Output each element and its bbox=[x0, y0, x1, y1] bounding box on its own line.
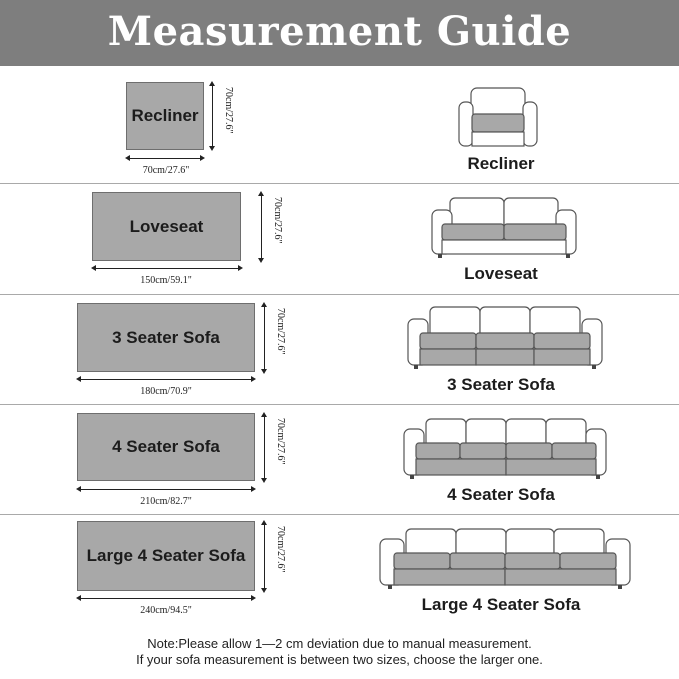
height-dimension-label: 70cm/27.6" bbox=[275, 526, 286, 573]
height-dimension-label: 70cm/27.6" bbox=[275, 308, 286, 355]
width-dimension-label: 180cm/70.9" bbox=[140, 386, 192, 397]
loveseat-illustration bbox=[428, 196, 580, 260]
width-dimension-label: 70cm/27.6" bbox=[142, 165, 190, 176]
seat-box-label: Large 4 Seater Sofa bbox=[86, 546, 246, 565]
seat-box-loveseat bbox=[92, 192, 241, 261]
sofa-name-3-seater-sofa: 3 Seater Sofa bbox=[447, 375, 555, 394]
sofa-name-recliner: Recliner bbox=[467, 154, 535, 173]
height-dimension-label: 70cm/27.6" bbox=[223, 87, 234, 134]
row-loveseat bbox=[0, 184, 679, 294]
height-dimension-arrow bbox=[264, 523, 265, 590]
seat-box-recliner bbox=[126, 82, 204, 150]
4-seater-sofa-illustration bbox=[400, 415, 610, 481]
seat-box-label: Recliner bbox=[131, 106, 199, 125]
sofa-name-4-seater-sofa: 4 Seater Sofa bbox=[447, 485, 555, 504]
3-seater-sofa-illustration bbox=[404, 305, 606, 371]
width-dimension-arrow bbox=[79, 379, 253, 380]
width-dimension-arrow bbox=[79, 489, 253, 490]
sofa-name-loveseat: Loveseat bbox=[464, 264, 538, 283]
height-dimension-arrow bbox=[264, 415, 265, 480]
note-line-1: Note:Please allow 1—2 cm deviation due to manual measurement. bbox=[147, 636, 532, 651]
note-line-2: If your sofa measurement is between two sizes, choose the larger one. bbox=[136, 652, 543, 667]
large-4-seater-sofa-illustration bbox=[376, 525, 634, 591]
row-large-4-seater-sofa bbox=[0, 515, 679, 625]
sofa-name-large-4-seater-sofa: Large 4 Seater Sofa bbox=[421, 595, 581, 614]
width-dimension-arrow bbox=[128, 158, 202, 159]
page-title: Measurement Guide bbox=[107, 8, 572, 55]
width-dimension-label: 210cm/82.7" bbox=[140, 496, 192, 507]
width-dimension-arrow bbox=[79, 598, 253, 599]
seat-box-3-seater-sofa bbox=[77, 303, 255, 372]
width-dimension-label: 240cm/94.5" bbox=[140, 605, 192, 616]
seat-box-label: Loveseat bbox=[129, 216, 204, 236]
height-dimension-arrow bbox=[212, 84, 213, 148]
height-dimension-arrow bbox=[261, 194, 262, 260]
seat-box-label: 4 Seater Sofa bbox=[112, 437, 220, 456]
seat-box-label: 3 Seater Sofa bbox=[112, 327, 220, 347]
header-banner bbox=[0, 0, 679, 66]
width-dimension-arrow bbox=[94, 268, 240, 269]
row-recliner bbox=[0, 66, 679, 176]
width-dimension-label: 150cm/59.1" bbox=[140, 275, 192, 286]
seat-box-large-4-seater-sofa bbox=[77, 521, 255, 591]
row-3-seater-sofa bbox=[0, 295, 679, 405]
seat-box-4-seater-sofa bbox=[77, 413, 255, 481]
recliner-illustration bbox=[455, 86, 545, 150]
row-4-seater-sofa bbox=[0, 405, 679, 515]
height-dimension-label: 70cm/27.6" bbox=[275, 418, 286, 465]
height-dimension-arrow bbox=[264, 305, 265, 371]
height-dimension-label: 70cm/27.6" bbox=[272, 197, 283, 244]
